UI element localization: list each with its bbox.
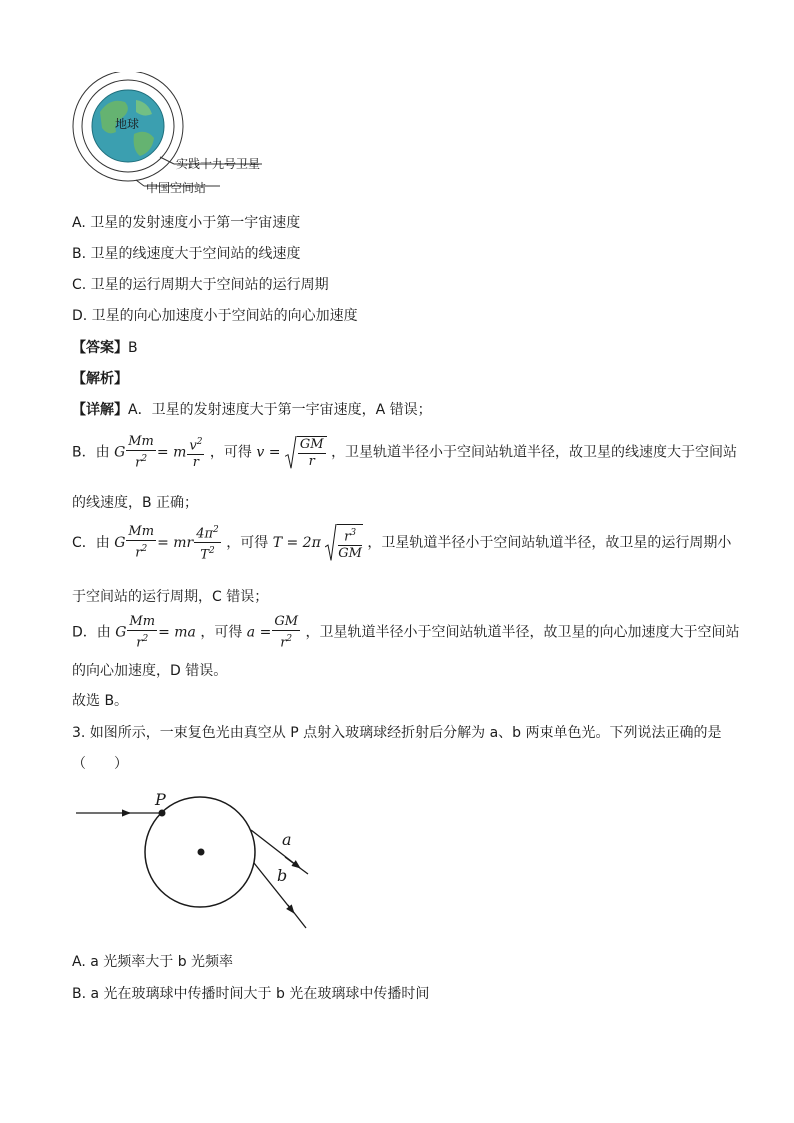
q2-option-b: B. 卫星的线速度大于空间站的线速度 bbox=[72, 246, 301, 262]
q2-option-a: A. 卫星的发射速度小于第一宇宙速度 bbox=[72, 215, 301, 231]
formula-c-rhs: $\frac{4\pi^2}{T^2}$ bbox=[194, 522, 221, 564]
satellite-label: 实践十九号卫星 bbox=[176, 157, 261, 171]
fig-label-a: a bbox=[282, 830, 292, 849]
q3-option-b: B. a 光在玻璃球中传播时间大于 b 光在玻璃球中传播时间 bbox=[72, 986, 430, 1002]
sphere-center-dot bbox=[198, 849, 205, 856]
detail-d-line: D．由 G $\frac{Mm}{r^2}$ = ma ，可得 a = $\frac{GM}{r^2}$ ，卫星轨道半径小于空间站轨道半径，故卫星的向心加速度大于空间站 bbox=[72, 614, 740, 651]
answer-tag: 【答案】 bbox=[72, 340, 128, 356]
detail-c-cont: 于空间站的运行周期，C 错误； bbox=[72, 589, 269, 605]
detail-conclusion: 故选 B。 bbox=[72, 693, 129, 709]
formula-b-lhs: $\frac{Mm}{r^2}$ bbox=[128, 434, 154, 471]
detail-a-line bbox=[72, 401, 432, 419]
detail-c-line: C．由 G $\frac{Mm}{r^2}$ = mr $\frac{4\pi^2}{T^2}$ ，可得 T = 2π $\frac{r^3}{GM}$ ，卫星轨道半径小于空间站轨道半径，故卫星的运行周期小 bbox=[72, 522, 731, 564]
detail-a-text: A．卫星的发射速度大于第一宇宙速度，A 错误； bbox=[128, 402, 432, 418]
analysis-tag: 【解析】 bbox=[72, 371, 128, 387]
detail-b-cont: 的线速度，B 正确； bbox=[72, 495, 199, 511]
answer-line bbox=[72, 339, 138, 357]
detail-b-line: B．由 G $\frac{Mm}{r^2}$ = m $\frac{v^2}{r}$ ，可得 v = $\frac{GM}{r}$ ，卫星轨道半径小于空间站轨道半径，故卫星的线速度大于空间站 bbox=[72, 434, 738, 471]
formula-b-rhs: $\frac{v^2}{r}$ bbox=[187, 434, 204, 471]
station-label: 中国空间站 bbox=[146, 181, 207, 195]
glass-sphere-figure bbox=[70, 788, 320, 938]
point-p bbox=[159, 810, 166, 817]
q3-option-a: A. a 光频率大于 b 光频率 bbox=[72, 954, 234, 970]
formula-b-result: $\frac{GM}{r}$ bbox=[285, 436, 327, 470]
q3-blank: （ ） bbox=[72, 756, 128, 772]
q2-option-d: D. 卫星的向心加速度小于空间站的向心加速度 bbox=[72, 308, 358, 324]
formula-d-lhs: $\frac{Mm}{r^2}$ bbox=[129, 614, 156, 651]
answer-value: B bbox=[128, 340, 138, 356]
fig-label-p: P bbox=[155, 790, 166, 809]
formula-c-lhs: $\frac{Mm}{r^2}$ bbox=[128, 524, 155, 561]
satellite-leader bbox=[160, 157, 174, 164]
formula-d-result: $\frac{GM}{r^2}$ bbox=[274, 614, 299, 651]
fig-label-b: b bbox=[277, 866, 288, 885]
formula-c-result: $\frac{r^3}{GM}$ bbox=[325, 524, 363, 562]
station-leader bbox=[136, 180, 144, 186]
detail-d-cont: 的向心加速度，D 错误。 bbox=[72, 663, 228, 679]
earth-label: 地球 bbox=[115, 117, 140, 131]
detail-tag: 【详解】 bbox=[72, 402, 128, 418]
q3-stem: 3. 如图所示，一束复色光由真空从 P 点射入玻璃球经折射后分解为 a、b 两束单色光。下列说法正确的是 bbox=[72, 725, 722, 741]
q2-option-c: C. 卫星的运行周期大于空间站的运行周期 bbox=[72, 277, 329, 293]
